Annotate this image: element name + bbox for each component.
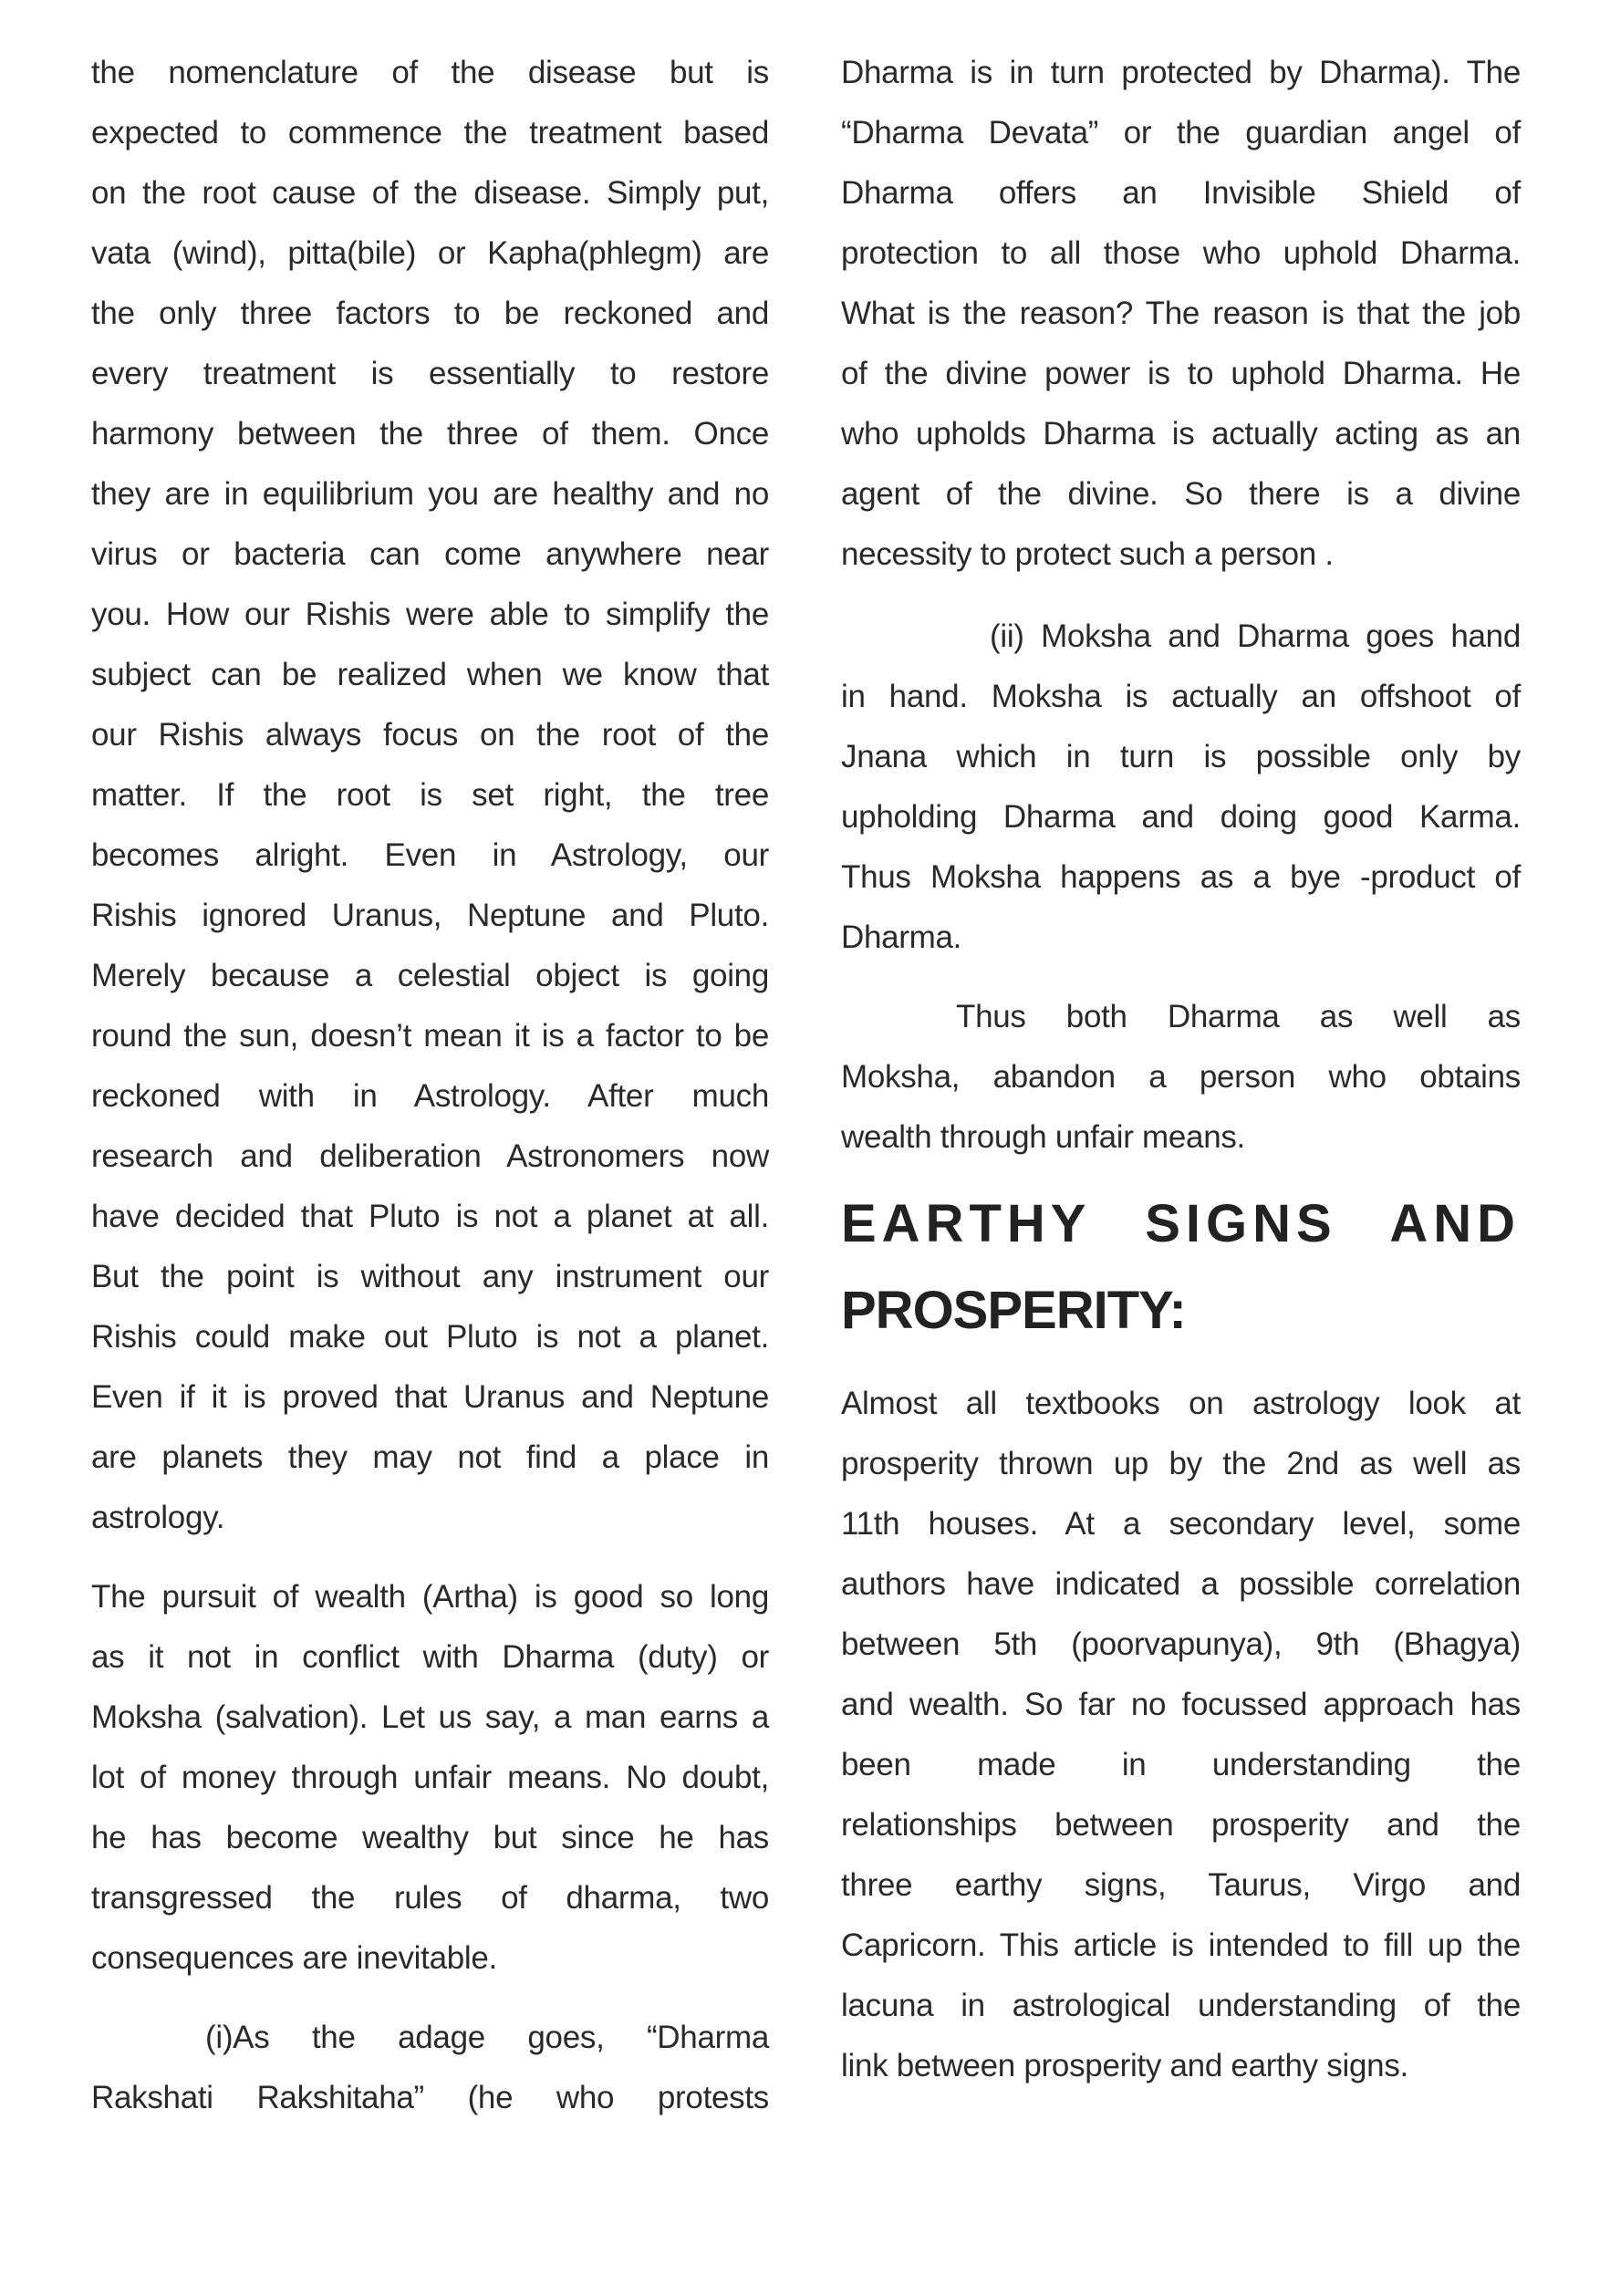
text-line: the only three factors to be reckoned and bbox=[91, 296, 769, 331]
text-line: who upholds Dharma is actually acting as an bbox=[841, 416, 1521, 452]
text-line: subject can be realized when we know that bbox=[91, 657, 769, 692]
text-line: he has become wealthy but since he has bbox=[91, 1820, 769, 1855]
text-line: protection to all those who uphold Dharma. bbox=[841, 235, 1521, 271]
paragraph bbox=[841, 1374, 1521, 2096]
text-line: Capricorn. This article is intended to fill up the bbox=[841, 1927, 1521, 1963]
text-line: Jnana which in turn is possible only by bbox=[841, 739, 1521, 774]
text-line: our Rishis always focus on the root of the bbox=[91, 717, 769, 753]
text-line: between 5th (poorvapunya), 9th (Bhagya) bbox=[841, 1626, 1521, 1662]
text-line: prosperity thrown up by the 2nd as well as bbox=[841, 1446, 1521, 1481]
text-line: harmony between the three of them. Once bbox=[91, 416, 769, 452]
text-line: three earthy signs, Taurus, Virgo and bbox=[841, 1867, 1521, 1903]
text-line: (ii) Moksha and Dharma goes hand bbox=[990, 618, 1521, 654]
text-line: authors have indicated a possible correlation bbox=[841, 1566, 1521, 1602]
text-line: But the point is without any instrument our bbox=[91, 1259, 769, 1294]
text-line: reckoned with in Astrology. After much bbox=[91, 1078, 769, 1114]
text-line: consequences are inevitable. bbox=[91, 1940, 497, 1976]
text-line: 11th houses. At a secondary level, some bbox=[841, 1506, 1521, 1542]
paragraph bbox=[841, 987, 1521, 1168]
text-line: wealth through unfair means. bbox=[841, 1119, 1245, 1155]
text-line: relationships between prosperity and the bbox=[841, 1807, 1521, 1843]
text-line: Moksha, abandon a person who obtains bbox=[841, 1059, 1521, 1095]
text-line: research and deliberation Astronomers now bbox=[91, 1138, 769, 1174]
text-line: transgressed the rules of dharma, two bbox=[91, 1880, 769, 1916]
text-line: virus or bacteria can come anywhere near bbox=[91, 536, 769, 572]
text-line: Dharma offers an Invisible Shield of bbox=[841, 175, 1521, 211]
text-line: Even if it is proved that Uranus and Neptune bbox=[91, 1379, 769, 1415]
text-line: upholding Dharma and doing good Karma. bbox=[841, 799, 1521, 835]
text-line: round the sun, doesn’t mean it is a factor to be bbox=[91, 1018, 769, 1054]
text-line: Almost all textbooks on astrology look at bbox=[841, 1386, 1521, 1421]
text-line: Rakshati Rakshitaha” (he who protests bbox=[91, 2080, 769, 2115]
paragraph bbox=[91, 1567, 769, 1989]
text-line: “Dharma Devata” or the guardian angel of bbox=[841, 115, 1521, 151]
text-line: Thus both Dharma as well as bbox=[956, 999, 1521, 1034]
text-line: and wealth. So far no focussed approach has bbox=[841, 1687, 1521, 1722]
section-heading-line-2: PROSPERITY: bbox=[841, 1281, 1186, 1340]
text-line: of the divine power is to uphold Dharma. He bbox=[841, 356, 1521, 391]
text-line: astrology. bbox=[91, 1500, 225, 1535]
text-line: lot of money through unfair means. No doubt, bbox=[91, 1760, 769, 1795]
paragraph bbox=[841, 607, 1521, 968]
text-line: The pursuit of wealth (Artha) is good so long bbox=[91, 1579, 769, 1615]
text-line: link between prosperity and earthy signs. bbox=[841, 2048, 1408, 2083]
text-line: necessity to protect such a person . bbox=[841, 536, 1334, 572]
text-line: Dharma is in turn protected by Dharma). The bbox=[841, 55, 1521, 90]
text-line: every treatment is essentially to restore bbox=[91, 356, 769, 391]
text-line: are planets they may not find a place in bbox=[91, 1439, 769, 1475]
text-line: Rishis could make out Pluto is not a planet. bbox=[91, 1319, 769, 1355]
text-line: Thus Moksha happens as a bye -product of bbox=[841, 859, 1521, 895]
text-line: lacuna in astrological understanding of the bbox=[841, 1988, 1521, 2023]
text-line: vata (wind), pitta(bile) or Kapha(phlegm) are bbox=[91, 235, 769, 271]
text-line: What is the reason? The reason is that the job bbox=[841, 296, 1521, 331]
text-line: the nomenclature of the disease but is bbox=[91, 55, 769, 90]
text-line: (i)As the adage goes, “Dharma bbox=[205, 2020, 769, 2055]
text-line: Dharma. bbox=[841, 919, 962, 955]
text-line: agent of the divine. So there is a divine bbox=[841, 476, 1521, 512]
text-line: Moksha (salvation). Let us say, a man earns a bbox=[91, 1699, 769, 1735]
text-line: matter. If the root is set right, the tree bbox=[91, 777, 769, 813]
paragraph bbox=[91, 2008, 769, 2128]
text-line: they are in equilibrium you are healthy and no bbox=[91, 476, 769, 512]
section-heading-line-1: EARTHY SIGNS AND bbox=[841, 1194, 1521, 1253]
text-line: have decided that Pluto is not a planet at all. bbox=[91, 1199, 769, 1234]
text-line: you. How our Rishis were able to simplify the bbox=[91, 597, 769, 632]
paragraph bbox=[841, 43, 1521, 585]
text-line: as it not in conflict with Dharma (duty) or bbox=[91, 1639, 769, 1675]
text-line: Merely because a celestial object is going bbox=[91, 958, 769, 993]
text-line: becomes alright. Even in Astrology, our bbox=[91, 837, 769, 873]
text-line: in hand. Moksha is actually an offshoot of bbox=[841, 679, 1521, 714]
text-line: Rishis ignored Uranus, Neptune and Pluto. bbox=[91, 898, 769, 933]
paragraph bbox=[91, 43, 769, 1548]
text-line: expected to commence the treatment based bbox=[91, 115, 769, 151]
text-line: been made in understanding the bbox=[841, 1747, 1521, 1782]
text-line: on the root cause of the disease. Simply put, bbox=[91, 175, 769, 211]
